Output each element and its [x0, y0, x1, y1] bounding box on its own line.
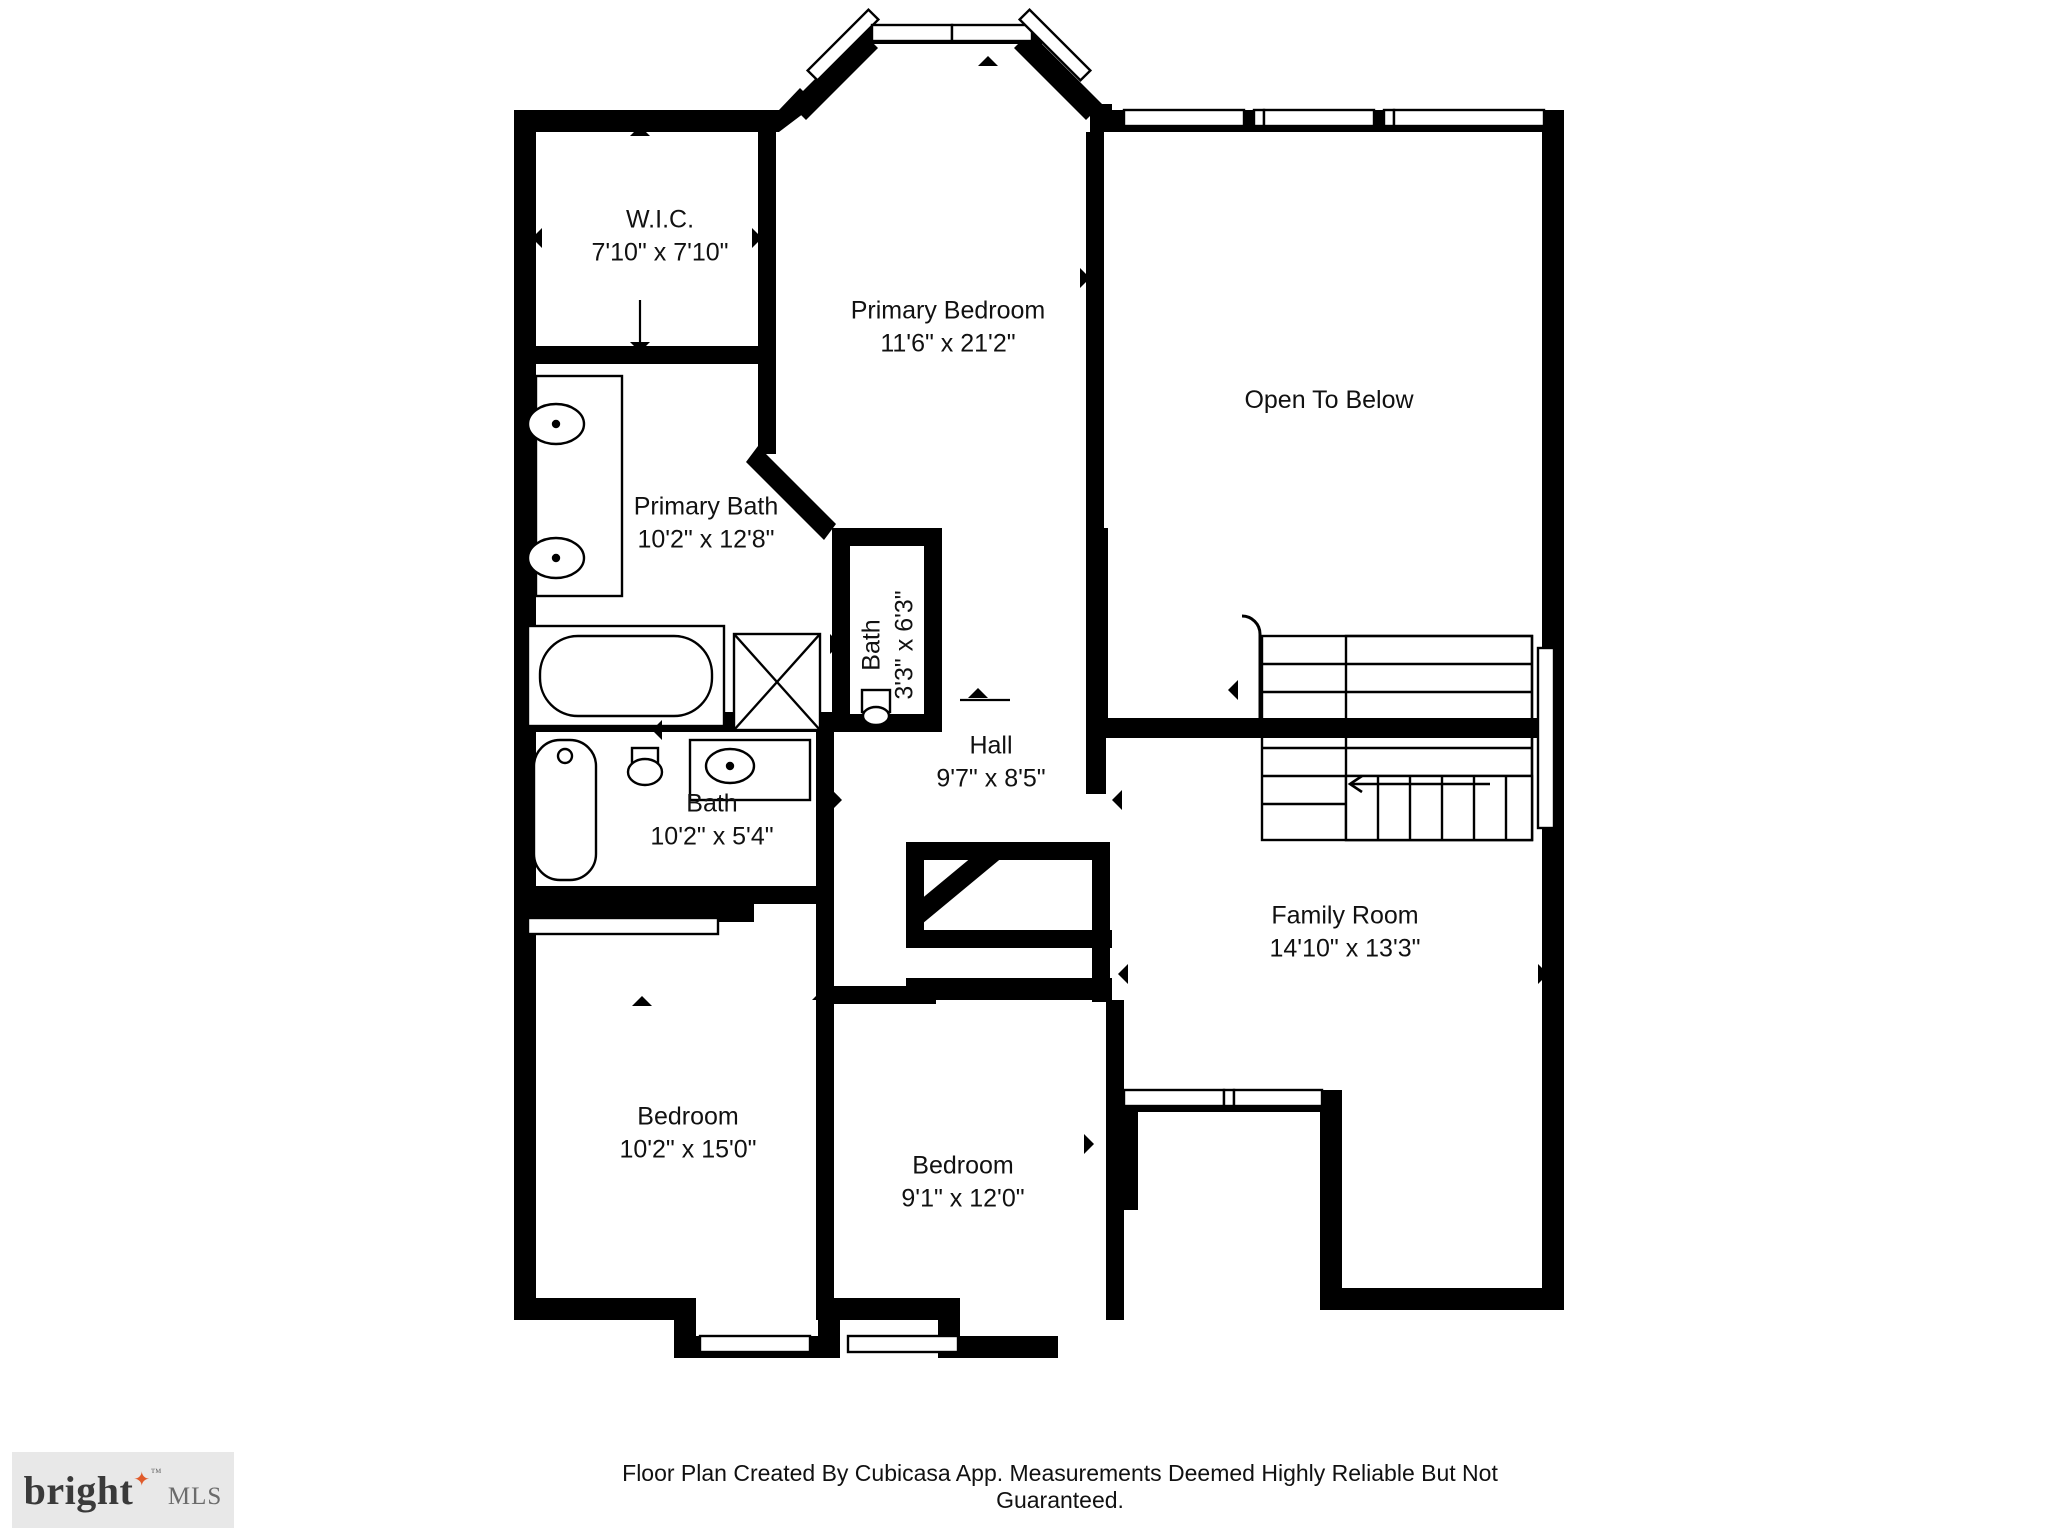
- room-label-primary-bath: Primary Bath 10'2" x 12'8": [633, 492, 779, 553]
- brand-star-icon: ✦: [133, 1468, 151, 1491]
- brand-name-left: bright: [23, 1467, 134, 1513]
- floor-plan-disclaimer: Floor Plan Created By Cubicasa App. Measurements Deemed Highly Reliable But Not Guaranteed.: [622, 1460, 1498, 1513]
- room-label-hall: Hall 9'7" x 8'5": [936, 731, 1046, 792]
- room-label-open-to-below: Open To Below: [1244, 385, 1414, 414]
- room-label-bedroom-1: Bedroom 10'2" x 15'0": [619, 1102, 757, 1163]
- brand-logo: [12, 1452, 234, 1528]
- room-label-wic: W.I.C. 7'10" x 7'10": [591, 205, 729, 266]
- brand-name-right: MLS: [167, 1482, 223, 1510]
- room-label-bedroom-2: Bedroom 9'1" x 12'0": [901, 1151, 1025, 1212]
- brand-tm: ™: [150, 1466, 162, 1479]
- room-label-bath-small: Bath 3'3" x 6'3": [857, 590, 918, 700]
- room-label-family-room: Family Room 14'10" x 13'3": [1269, 901, 1421, 962]
- room-label-primary-bedroom: Primary Bedroom 11'6" x 21'2": [850, 296, 1046, 357]
- footer: [0, 1444, 2048, 1536]
- room-label-bath: Bath 10'2" x 5'4": [650, 789, 774, 850]
